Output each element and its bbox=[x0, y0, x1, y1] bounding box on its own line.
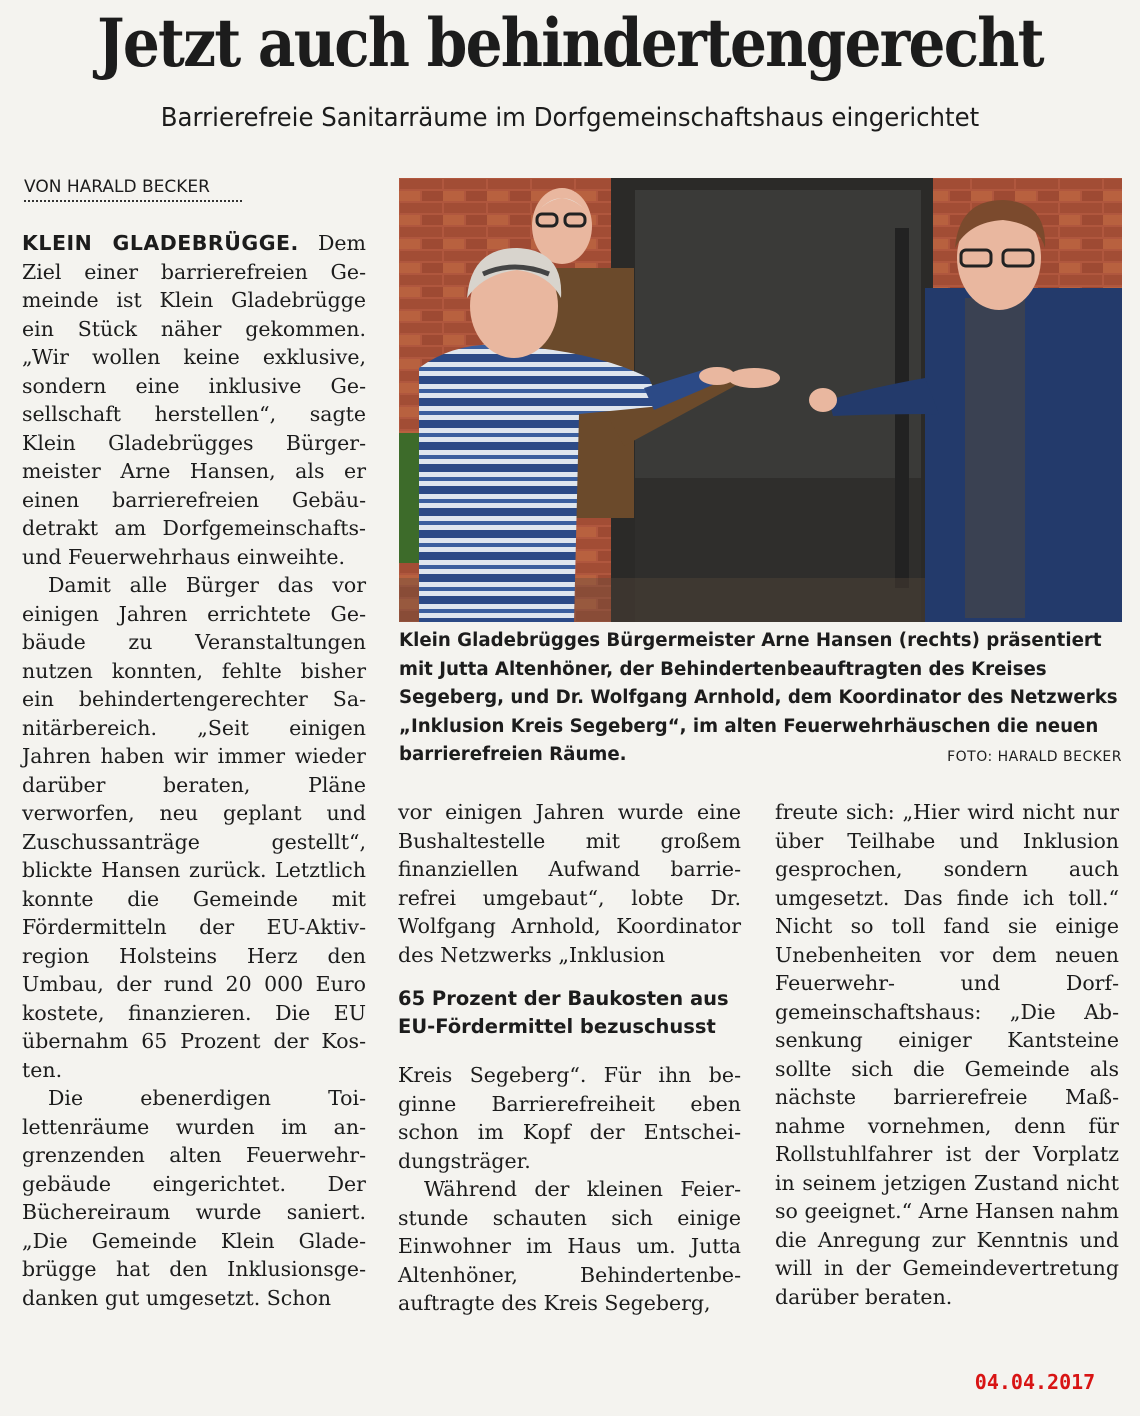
lead-paragraph bbox=[22, 229, 366, 571]
paragraph: Die ebenerdigen Toilettenräume wurden im angrenzenden alten Feuerwehrgebäude eingerichtet. Der Büchereiraum wurde saniert. „Die Gemeinde Klein Gladebrügge hat den Inklusionsgedanken gut umgesetzt. Schon bbox=[22, 1086, 366, 1310]
article-headline: Jetzt auch behindertengerecht bbox=[97, 4, 1043, 82]
paragraph: Während der kleinen Feierstunde schauten sich einige Einwohner im Haus um. Jutta Altenhöner, Behindertenbeauftragte des Kreis Segeberg, bbox=[398, 1177, 741, 1315]
intermediate-heading: 65 Prozent der Baukosten aus EU-Fördermittel bezuschusst bbox=[398, 987, 729, 1038]
lead-paragraph-text: Dem Ziel einer barrierefreien Gemeinde ist Klein Gladebrügge ein Stück näher gekommen. „Wir wollen keine exklusive, sondern eine inklusive Gesellschaft herstellen“, sagte Klein Gladebrügges Bürgermeister Arne Hansen, als er einen barrierefreien Gebäudetrakt am Dorfgemeinschafts- und Feuerwehrhaus einweihte. bbox=[22, 231, 366, 569]
photo-caption: Klein Gladebrügges Bürgermeister Arne Hansen (rechts) präsentiert mit Jutta Altenhöner, der Behindertenbeauftragten des Kreises Segeberg, und Dr. Wolfgang Arnhold, dem Koordinator des Netzwerks „Inklusion Kreis Segeberg“, im alten Feuerwehrhäuschen die neuen barrierefreien Räume. bbox=[399, 630, 1118, 765]
article-byline: VON HARALD BECKER bbox=[24, 176, 242, 202]
paragraph: freute sich: „Hier wird nicht nur über Teilhabe und Inklusion gesprochen, sondern auch umgesetzt. Das finde ich toll.“ Nicht so toll fand sie einige Unebenheiten vor dem neuen Feuerwehr- und Dorfgemeinschaftshaus: „Die Absenkung einiger Kantsteine sollte sich die Gemeinde als nächste barrierefreie Maßnahme vornehmen, denn für Rollstuhlfahrer ist der Vorplatz in seinem jetzigen Zustand nicht so geeignet.“ Arne Hansen nahm die Anregung zur Kenntnis und will in der Gemeindevertretung darüber beraten. bbox=[775, 800, 1119, 1309]
article-column-3 bbox=[775, 798, 1119, 1311]
article-subheadline: Barrierefreie Sanitarräume im Dorfgemeinschaftshaus eingerichtet bbox=[160, 103, 980, 133]
date-stamp: 04.04.2017 bbox=[974, 1370, 1096, 1394]
paragraph: vor einigen Jahren wurde eine Bushaltestelle mit großem finanziellen Aufwand barrierefrei umgebaut“, lobte Dr. Wolfgang Arnhold, Koordinator des Netzwerks „Inklusion bbox=[398, 800, 741, 967]
article-column-2 bbox=[398, 798, 741, 1318]
article-column-1 bbox=[22, 229, 366, 1312]
paragraph: Damit alle Bürger das vor einigen Jahren errichtete Gebäude zu Veranstaltungen nutzen konnten, fehlte bisher ein behindertengerechter Sanitärbereich. „Seit einigen Jahren haben wir immer wieder darüber beraten, Pläne verworfen, neu geplant und Zuschussanträge gestellt“, blickte Hansen zurück. Letztlich konnte die Gemeinde mit Fördermitteln der EU-Aktivregion Holsteins Herz den Umbau, der rund 20 000 Euro kostete, finanzieren. Die EU übernahm 65 Prozent der Kosten. bbox=[22, 573, 366, 1082]
dateline: KLEIN GLADEBRÜGGE. bbox=[22, 231, 299, 255]
paragraph: Kreis Segeberg“. Für ihn beginne Barrierefreiheit eben schon im Kopf der Entscheidungsträger. bbox=[398, 1063, 741, 1173]
article-photo bbox=[399, 178, 1122, 622]
photo-credit: FOTO: HARALD BECKER bbox=[947, 749, 1122, 765]
